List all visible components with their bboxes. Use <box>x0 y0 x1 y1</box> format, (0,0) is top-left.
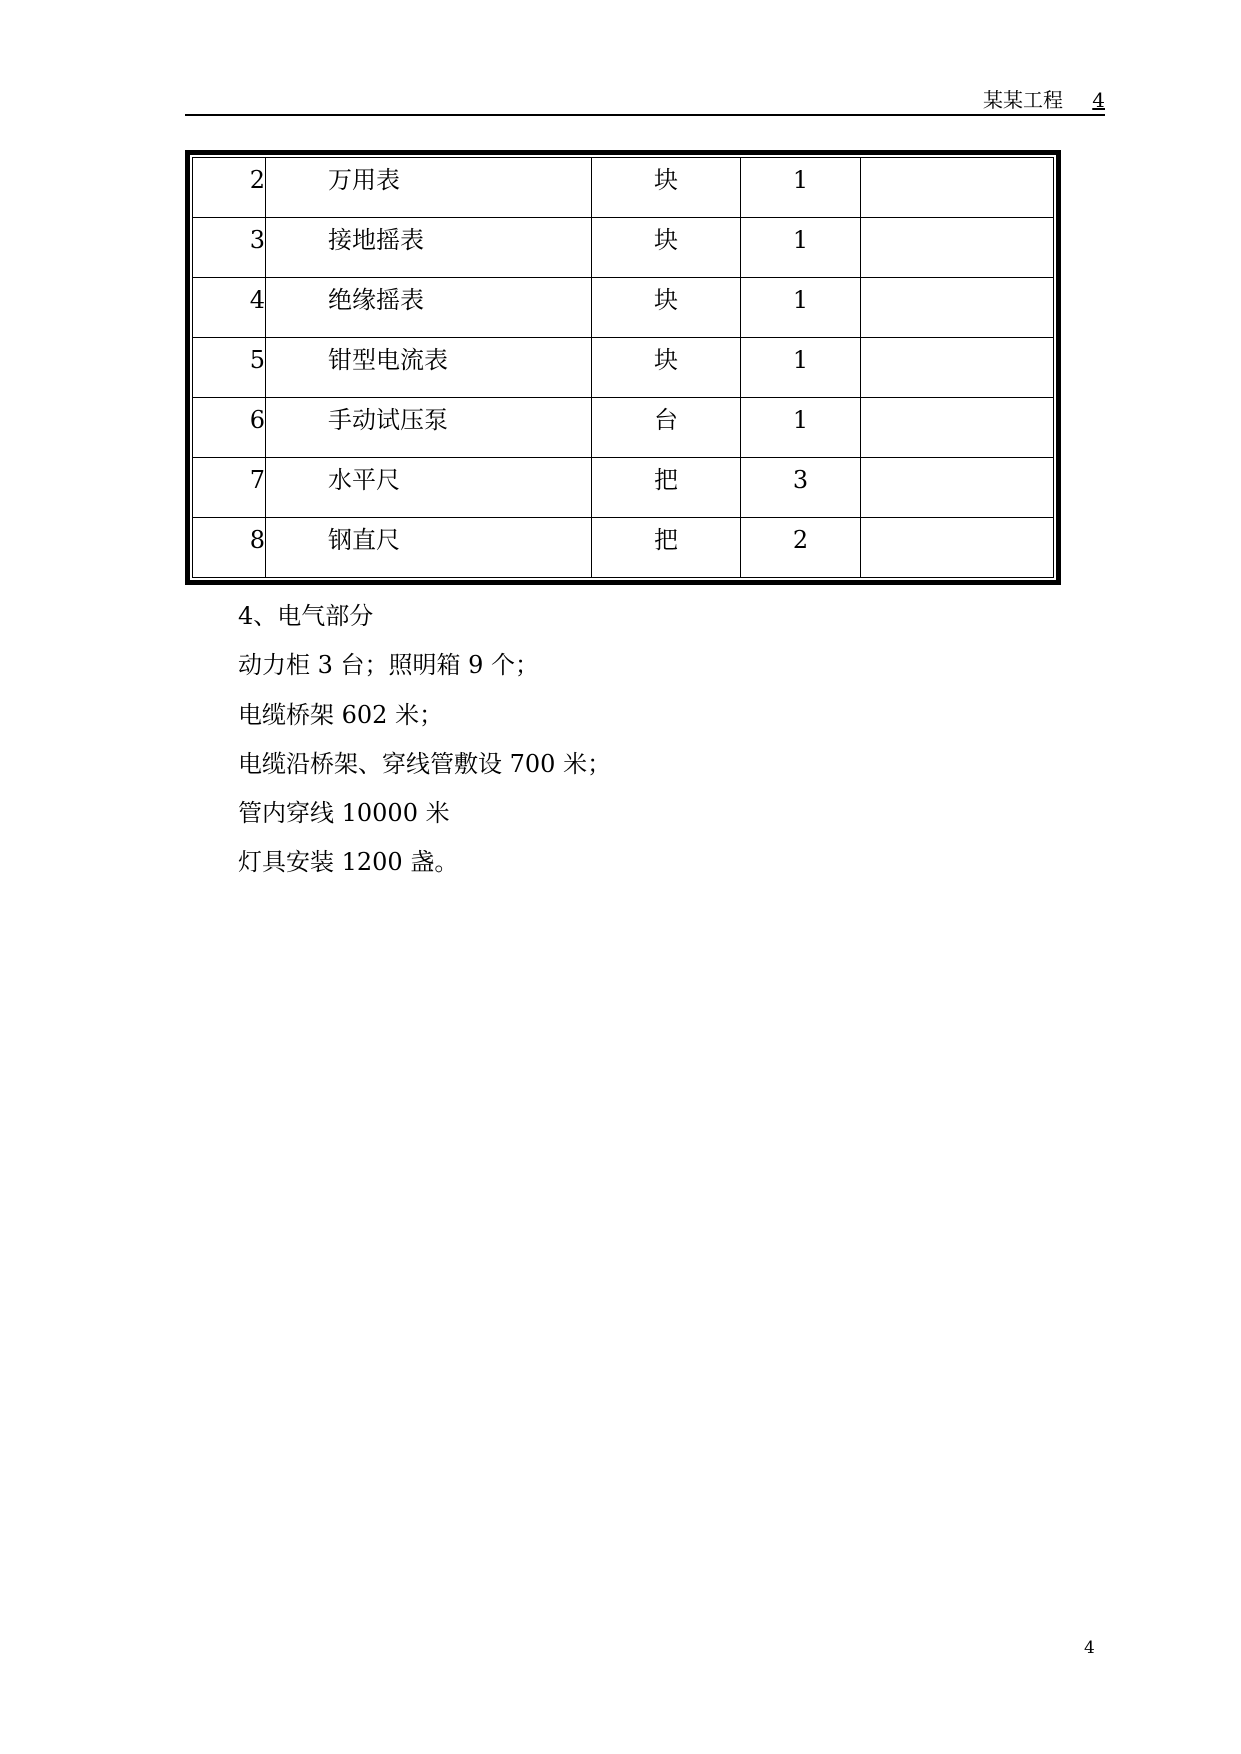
table-row <box>193 458 1054 518</box>
item-quantity: 1 <box>741 158 861 218</box>
item-quantity: 1 <box>741 278 861 338</box>
item-quantity: 1 <box>741 218 861 278</box>
item-name: 万用表 <box>266 158 592 218</box>
table-row <box>193 518 1054 578</box>
row-number: 3 <box>193 218 266 278</box>
header-page-number: 4 <box>1092 88 1105 112</box>
item-quantity: 3 <box>741 458 861 518</box>
table-row <box>193 338 1054 398</box>
row-number: 8 <box>193 518 266 578</box>
item-quantity: 2 <box>741 518 861 578</box>
item-unit: 块 <box>592 278 741 338</box>
row-number: 7 <box>193 458 266 518</box>
item-name: 钢直尺 <box>266 518 592 578</box>
table-row <box>193 278 1054 338</box>
table-row <box>193 158 1054 218</box>
item-note <box>861 518 1054 578</box>
section-line: 管内穿线 10000 米 <box>238 799 450 828</box>
item-unit: 台 <box>592 398 741 458</box>
item-note <box>861 278 1054 338</box>
section-line: 电缆桥架 602 米； <box>238 700 444 729</box>
section-heading: 4、电气部分 <box>238 602 374 630</box>
item-unit: 把 <box>592 458 741 518</box>
item-note <box>861 398 1054 458</box>
row-number: 2 <box>193 158 266 218</box>
item-quantity: 1 <box>741 398 861 458</box>
item-unit: 块 <box>592 338 741 398</box>
equipment-table <box>185 150 1061 585</box>
item-note <box>861 338 1054 398</box>
item-note <box>861 218 1054 278</box>
item-unit: 块 <box>592 218 741 278</box>
section-line: 灯具安装 1200 盏。 <box>238 848 459 877</box>
row-number: 6 <box>193 398 266 458</box>
table-row <box>193 398 1054 458</box>
item-note <box>861 458 1054 518</box>
table-row <box>193 218 1054 278</box>
section-line: 动力柜 3 台；照明箱 9 个； <box>238 651 540 680</box>
item-name: 手动试压泵 <box>266 398 592 458</box>
electrical-section <box>238 592 611 888</box>
page-header <box>185 86 1105 116</box>
row-number: 4 <box>193 278 266 338</box>
item-unit: 块 <box>592 158 741 218</box>
row-number: 5 <box>193 338 266 398</box>
header-title: 某某工程 <box>983 88 1063 112</box>
item-name: 水平尺 <box>266 458 592 518</box>
section-line: 电缆沿桥架、穿线管敷设 700 米； <box>238 749 612 778</box>
item-name: 接地摇表 <box>266 218 592 278</box>
item-name: 绝缘摇表 <box>266 278 592 338</box>
item-quantity: 1 <box>741 338 861 398</box>
footer-page-number: 4 <box>1084 1638 1095 1658</box>
item-unit: 把 <box>592 518 741 578</box>
item-note <box>861 158 1054 218</box>
item-name: 钳型电流表 <box>266 338 592 398</box>
